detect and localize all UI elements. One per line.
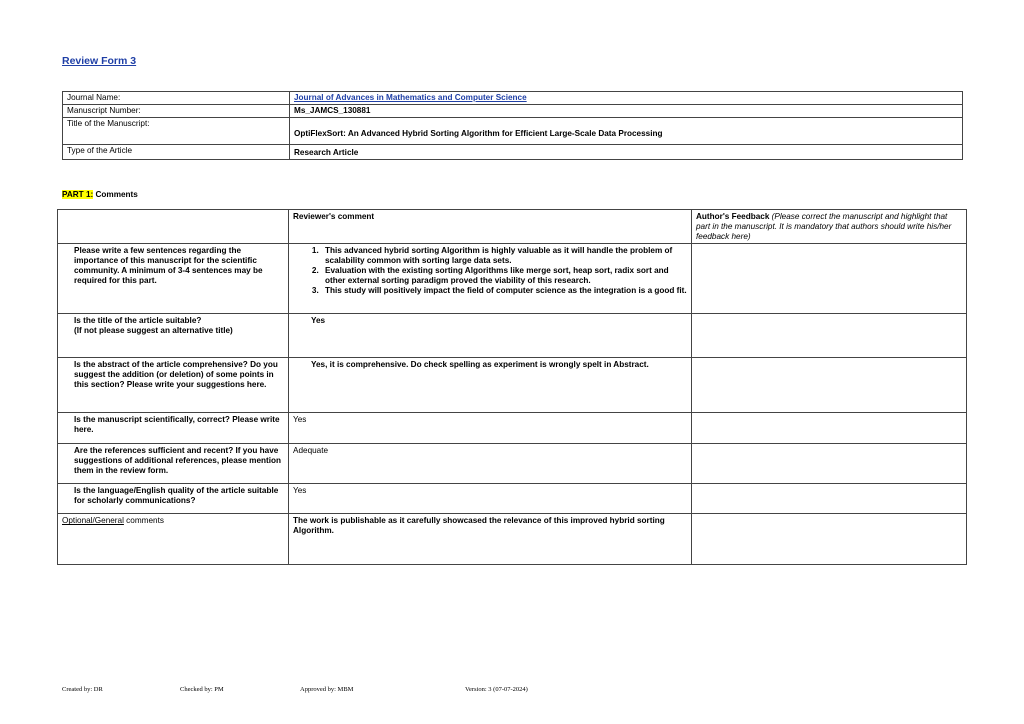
author-feedback-cell[interactable] [692, 484, 967, 514]
optional-comments-label [58, 514, 289, 565]
reviewer-answer: Yes [289, 413, 692, 444]
author-feedback-cell[interactable] [692, 444, 967, 484]
comment-row [58, 244, 967, 314]
comments-header-row [58, 210, 967, 244]
footer-approved: Approved by: MBM [300, 686, 354, 693]
manuscript-info-table [62, 91, 963, 160]
comment-row [58, 358, 967, 413]
page-footer [0, 686, 1024, 698]
manuscript-title-row [63, 118, 963, 145]
part1-label: Comments [93, 190, 138, 199]
comment-row [58, 484, 967, 514]
comment-row [58, 444, 967, 484]
question-text: Is the title of the article suitable? (If not please suggest an alternative title) [58, 314, 289, 358]
author-feedback-cell[interactable] [692, 413, 967, 444]
manuscript-title-value: OptiFlexSort: An Advanced Hybrid Sorting Algorithm for Efficient Large-Scale Data Processing [290, 118, 963, 145]
header-empty-cell [58, 210, 289, 244]
article-type-value: Research Article [290, 145, 963, 160]
footer-checked: Checked by: PM [180, 686, 224, 693]
journal-label: Journal Name: [63, 92, 290, 105]
answer-list-item: 1. This advanced hybrid sorting Algorithm is highly valuable as it will handle the problem of scalability common with sorting large data sets. [321, 246, 687, 266]
optional-label-underlined: Optional/General [62, 516, 124, 526]
author-feedback-instructions: (Please correct the manuscript and highlight that part in the manuscript. It is mandatory that authors should write his/her feedback here) [696, 212, 952, 241]
manuscript-title-label: Title of the Manuscript: [63, 118, 290, 145]
optional-comments-row [58, 514, 967, 565]
manuscript-number-row [63, 105, 963, 118]
optional-comments-answer: The work is publishable as it carefully showcased the relevance of this improved hybrid sorting Algorithm. [289, 514, 692, 565]
author-feedback-title: Author's Feedback [696, 212, 770, 221]
footer-created: Created by: DR [62, 686, 103, 693]
reviewer-answer: Adequate [289, 444, 692, 484]
author-feedback-header [692, 210, 967, 244]
comment-row [58, 413, 967, 444]
comments-table [57, 209, 967, 565]
article-type-row [63, 145, 963, 160]
form-title: Review Form 3 [62, 55, 137, 67]
answer-list-item: 2. Evaluation with the existing sorting Algorithms like merge sort, heap sort, radix sort and other external sorting paradigm proved the viability of this research. [321, 266, 687, 286]
author-feedback-cell[interactable] [692, 244, 967, 314]
reviewer-comment-header: Reviewer's comment [289, 210, 692, 244]
optional-label-rest: comments [123, 516, 164, 526]
question-text: Is the language/English quality of the article suitable for scholarly communications? [58, 484, 289, 514]
question-text: Are the references sufficient and recent? If you have suggestions of additional references, please mention them in the review form. [58, 444, 289, 484]
footer-version: Version: 3 (07-07-2024) [465, 686, 528, 693]
answer-list [293, 246, 687, 295]
author-feedback-cell[interactable] [692, 314, 967, 358]
reviewer-answer: Yes, it is comprehensive. Do check spelling as experiment is wrongly spelt in Abstract. [289, 358, 692, 413]
author-feedback-cell[interactable] [692, 358, 967, 413]
reviewer-answer [289, 244, 692, 314]
article-type-label: Type of the Article [63, 145, 290, 160]
question-text: Is the abstract of the article comprehensive? Do you suggest the addition (or deletion) of some points in this section? Please write your suggestions here. [58, 358, 289, 413]
manuscript-number-value: Ms_JAMCS_130881 [290, 105, 963, 118]
manuscript-number-label: Manuscript Number: [63, 105, 290, 118]
journal-row [63, 92, 963, 105]
reviewer-answer: Yes [289, 484, 692, 514]
answer-list-item: 3. This study will positively impact the field of computer science as the integration is a good fit. [321, 286, 687, 296]
question-text: Is the manuscript scientifically, correct? Please write here. [58, 413, 289, 444]
reviewer-answer: Yes [289, 314, 692, 358]
part1-heading [62, 190, 138, 199]
part1-highlight: PART 1: [62, 190, 94, 199]
question-text: Please write a few sentences regarding the importance of this manuscript for the scientific community. A minimum of 3-4 sentences may be required for this part. [58, 244, 289, 314]
comment-row [58, 314, 967, 358]
journal-link[interactable]: Journal of Advances in Mathematics and Computer Science [294, 93, 527, 102]
author-feedback-cell[interactable] [692, 514, 967, 565]
